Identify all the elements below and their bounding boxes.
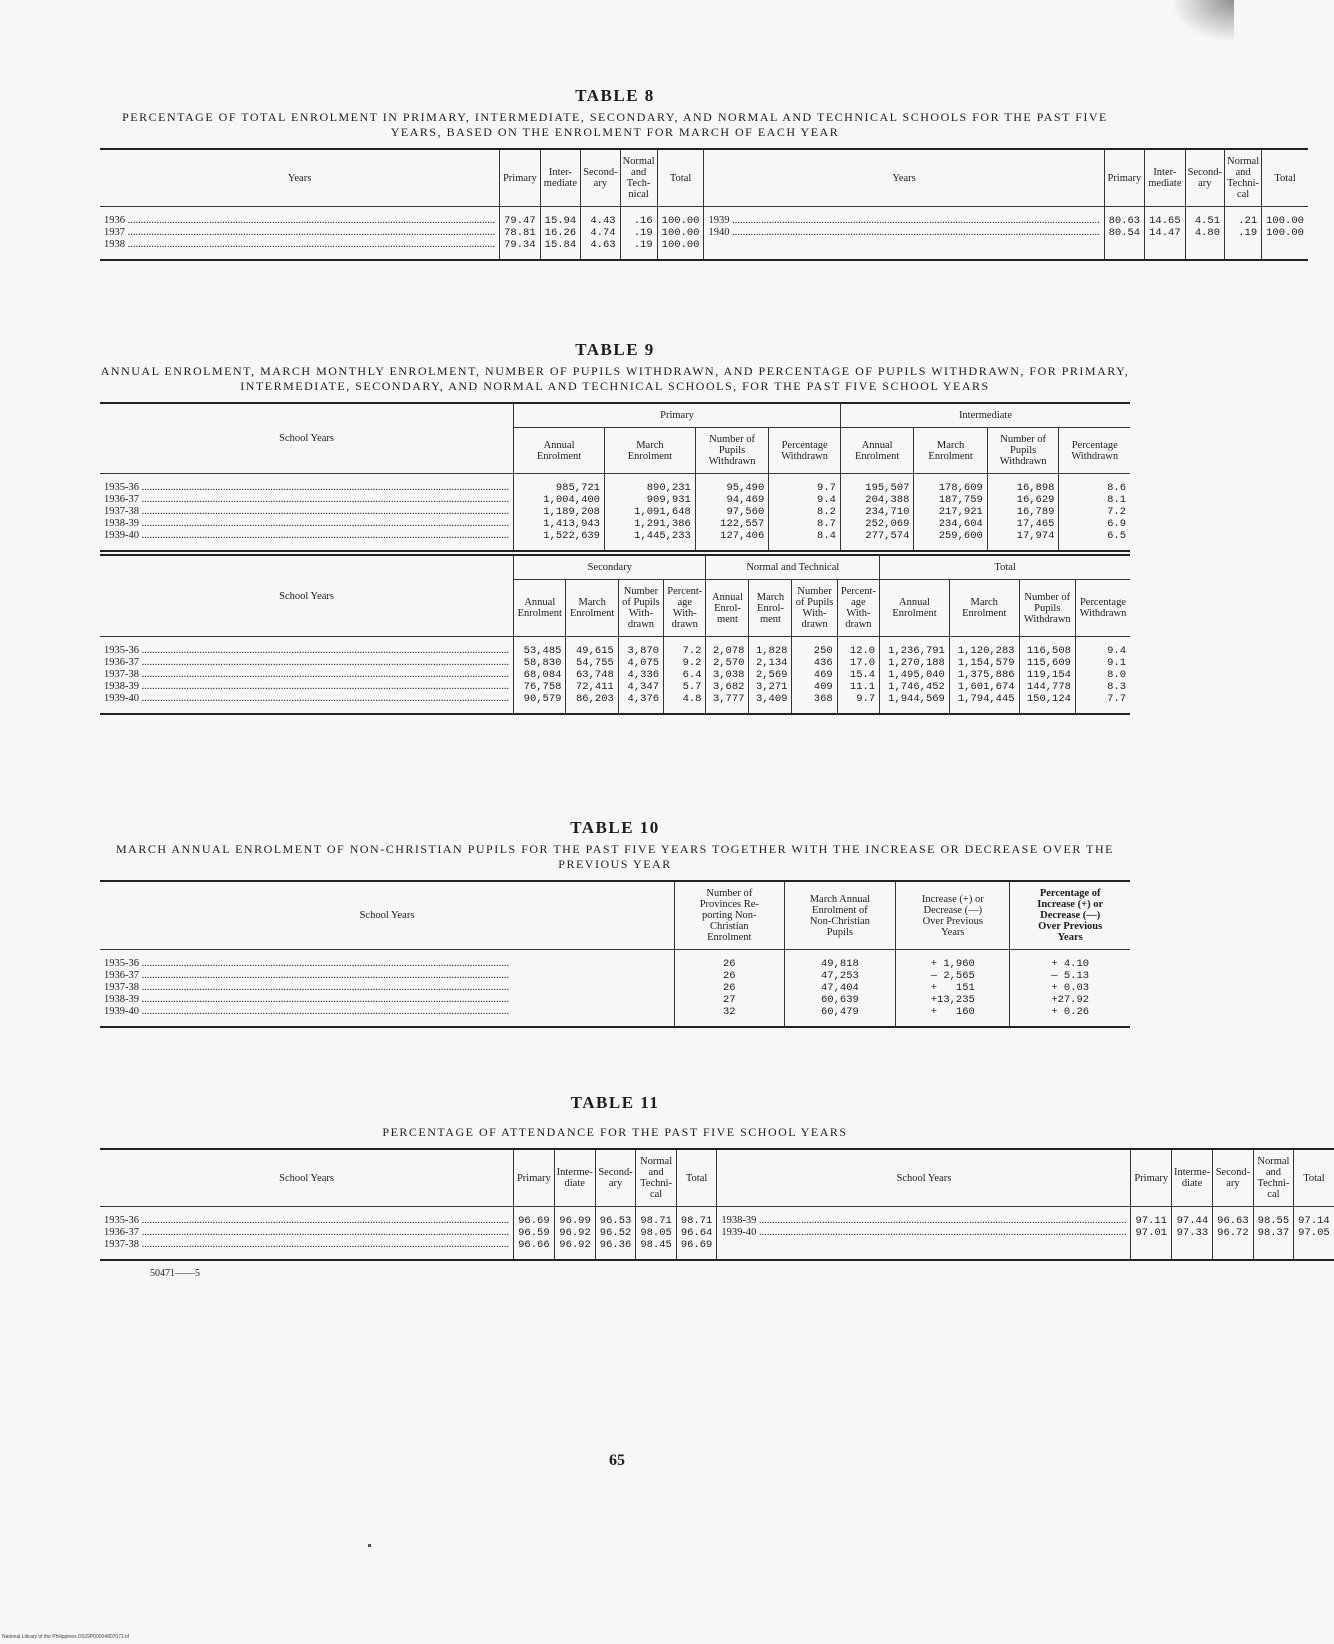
total-pct-values: 9.4 9.1 8.0 8.3 7.7 [1075, 637, 1130, 715]
percentage-values: + 4.10 — 5.13 + 0.03 +27.92 + 0.26 [1010, 950, 1130, 1028]
normal-annual-values: 2,078 2,570 3,038 3,682 3,777 [706, 637, 749, 715]
normal-values: .16 .19 .19 [620, 207, 657, 261]
col-header: Total [676, 1149, 717, 1207]
footer-note: 50471——5 [150, 1268, 200, 1279]
intermediate-values: 97.44 97.33 [1171, 1207, 1212, 1261]
primary-values: 97.11 97.01 [1131, 1207, 1172, 1261]
col-header: Annual Enrolment [840, 428, 913, 474]
table-row [100, 1207, 1334, 1261]
normal-values: .21 .19 [1225, 207, 1262, 261]
table-9-section [100, 340, 1130, 715]
intermediate-withdrawn-values: 16,898 16,629 16,789 17,465 17,974 [987, 474, 1059, 552]
col-header: Interme- diate [1171, 1149, 1212, 1207]
group-header-normal: Normal and Technical [706, 555, 880, 580]
col-header: Primary [1104, 149, 1145, 207]
normal-values: 98.71 98.05 98.45 [636, 1207, 677, 1261]
col-header: Percentage Withdrawn [1075, 580, 1130, 637]
table-10-section [100, 818, 1130, 1028]
col-header: School Years [100, 403, 514, 474]
col-header: Number of Pupils With- drawn [618, 580, 663, 637]
table-11-title: TABLE 11 [570, 1093, 660, 1112]
intermediate-annual-values: 195,507 204,388 234,710 252,069 277,574 [840, 474, 913, 552]
table-9-bottom [100, 554, 1130, 715]
normal-march-values: 1,828 2,134 2,569 3,271 3,409 [749, 637, 792, 715]
col-header: Years [100, 149, 500, 207]
secondary-withdrawn-values: 3,870 4,075 4,336 4,347 4,376 [618, 637, 663, 715]
col-header: Inter- mediate [540, 149, 581, 207]
intermediate-values: 14.65 14.47 [1145, 207, 1186, 261]
group-header-primary: Primary [514, 403, 841, 428]
enrolment-values: 49,818 47,253 47,404 60,639 60,479 [784, 950, 896, 1028]
year-cell: 1935-36 ..... 1936-37 ..... 1937-38 ..... 1938-39 ..... 1939-40 ..... [100, 474, 514, 552]
intermediate-march-values: 178,609 187,759 217,921 234,604 259,600 [914, 474, 987, 552]
intermediate-pct-values: 8.6 8.1 7.2 6.9 6.5 [1059, 474, 1130, 552]
total-march-values: 1,120,283 1,154,579 1,375,886 1,601,674 1,794,445 [949, 637, 1019, 715]
table-10 [100, 880, 1130, 1028]
year-cell: 1935-36 ..... 1936-37 ..... 1937-38 ..... [100, 1207, 514, 1261]
col-header: Normal and Techni- cal [1253, 1149, 1294, 1207]
col-header: March Enrolment [914, 428, 987, 474]
col-header: Annual Enrolment [880, 580, 950, 637]
normal-withdrawn-values: 250 436 469 409 368 [792, 637, 837, 715]
year-cell: 1936 ..... 1937 ..... 1938 ..... [100, 207, 500, 261]
col-header: Primary [500, 149, 541, 207]
col-header: Number of Pupils Withdrawn [695, 428, 768, 474]
total-values: 100.00 100.00 100.00 [657, 207, 704, 261]
normal-values: 98.55 98.37 [1253, 1207, 1294, 1261]
secondary-pct-values: 7.2 9.2 6.4 5.7 4.8 [664, 637, 706, 715]
scan-shadow [1174, 0, 1234, 40]
total-values: 100.00 100.00 [1262, 207, 1308, 261]
year-cell: 1938-39 ..... 1939-40 ..... [717, 1207, 1131, 1261]
intermediate-values: 96.99 96.92 96.92 [554, 1207, 595, 1261]
primary-withdrawn-values: 95,490 94,469 97,560 122,557 127,406 [695, 474, 768, 552]
col-header: Normal and Techni- cal [636, 1149, 677, 1207]
secondary-values: 96.53 96.52 96.36 [595, 1207, 636, 1261]
secondary-values: 96.63 96.72 [1213, 1207, 1254, 1261]
col-header: March Enrolment [604, 428, 695, 474]
col-header: Annual Enrolment [514, 428, 605, 474]
col-header: Annual Enrol- ment [706, 580, 749, 637]
table-row [100, 207, 1308, 261]
table-row [100, 474, 1130, 552]
col-header: School Years [100, 881, 675, 950]
provinces-values: 26 26 26 27 32 [675, 950, 785, 1028]
table-9-title: TABLE 9 [575, 340, 655, 359]
col-header: Years [704, 149, 1104, 207]
table-8-caption: PERCENTAGE OF TOTAL ENROLMENT IN PRIMARY, INTERMEDIATE, SECONDARY, AND NORMAL AND TECHNICAL SCHOOLS FOR THE PAST FIVE YEARS, BASED ON THE ENROLMENT FOR MARCH OF EACH YEAR [122, 110, 1108, 139]
col-header: Percent- age With- drawn [837, 580, 879, 637]
total-values: 98.71 96.64 96.69 [676, 1207, 717, 1261]
col-header: Total [657, 149, 704, 207]
primary-pct-values: 9.7 9.4 8.2 8.7 8.4 [769, 474, 841, 552]
col-header: Second- ary [1185, 149, 1224, 207]
secondary-annual-values: 53,485 58,830 68,084 76,758 90,579 [514, 637, 566, 715]
group-header-total: Total [880, 555, 1130, 580]
col-header: Second- ary [595, 1149, 636, 1207]
primary-values: 80.63 80.54 [1104, 207, 1145, 261]
col-header: Second- ary [581, 149, 620, 207]
col-header: Normal and Techni- cal [1225, 149, 1262, 207]
col-header: Annual Enrolment [514, 580, 566, 637]
col-header: March Enrol- ment [749, 580, 792, 637]
increase-values: + 1,960 — 2,565 + 151 +13,235 + 160 [896, 950, 1010, 1028]
secondary-values: 4.43 4.74 4.63 [581, 207, 620, 261]
table-row [100, 950, 1130, 1028]
col-header: Number of Provinces Re- porting Non- Christian Enrolment [675, 881, 785, 950]
col-header: Percentage Withdrawn [769, 428, 841, 474]
col-header: Percent- age With- drawn [664, 580, 706, 637]
table-11-section [100, 1093, 1330, 1261]
table-11-caption: PERCENTAGE OF ATTENDANCE FOR THE PAST FIVE SCHOOL YEARS [382, 1125, 848, 1139]
primary-annual-values: 985,721 1,004,400 1,189,208 1,413,943 1,522,639 [514, 474, 605, 552]
total-values: 97.14 97.05 [1294, 1207, 1334, 1261]
col-header: Primary [514, 1149, 555, 1207]
table-8-section [100, 86, 1304, 261]
table-8-title: TABLE 8 [575, 86, 655, 105]
intermediate-values: 15.94 16.26 15.84 [540, 207, 581, 261]
archive-stamp: National Library of the Philippines D029P00004807072.tif [2, 1634, 130, 1640]
col-header: Total [1294, 1149, 1334, 1207]
table-9-caption: ANNUAL ENROLMENT, MARCH MONTHLY ENROLMENT, NUMBER OF PUPILS WITHDRAWN, AND PERCENTAGE OF PUPILS WITHDRAWN, FOR PRIMARY, INTERMEDIATE, SECONDARY, AND NORMAL AND TECHNICAL SCHOOLS, FOR THE PAST FIVE SCHOOL YEARS [100, 364, 1130, 393]
col-header: Percentage Withdrawn [1059, 428, 1130, 474]
scan-speck [368, 1544, 371, 1547]
group-header-intermediate: Intermediate [840, 403, 1130, 428]
col-header: Increase (+) or Decrease (—) Over Previous Years [896, 881, 1010, 950]
table-11 [100, 1148, 1334, 1261]
primary-values: 79.47 78.81 79.34 [500, 207, 541, 261]
total-annual-values: 1,236,791 1,270,188 1,495,040 1,746,452 1,944,569 [880, 637, 950, 715]
col-header: Second- ary [1213, 1149, 1254, 1207]
table-row [100, 637, 1130, 715]
col-header: Number of Pupils Withdrawn [1019, 580, 1075, 637]
col-header: March Enrolment [949, 580, 1019, 637]
primary-march-values: 890,231 909,931 1,091,648 1,291,386 1,445,233 [604, 474, 695, 552]
primary-values: 96.69 96.59 96.66 [514, 1207, 555, 1261]
normal-pct-values: 12.0 17.0 15.4 11.1 9.7 [837, 637, 879, 715]
secondary-march-values: 49,615 54,755 63,748 72,411 86,203 [566, 637, 618, 715]
group-header-secondary: Secondary [514, 555, 706, 580]
col-header: Primary [1131, 1149, 1172, 1207]
secondary-values: 4.51 4.80 [1185, 207, 1224, 261]
col-header: Normal and Tech- nical [620, 149, 657, 207]
col-header: Inter- mediate [1145, 149, 1186, 207]
col-header: Number of Pupils Withdrawn [987, 428, 1059, 474]
col-header: March Enrolment [566, 580, 618, 637]
col-header: March Annual Enrolment of Non-Christian Pupils [784, 881, 896, 950]
page-number: 65 [609, 1452, 625, 1469]
col-header: School Years [100, 1149, 514, 1207]
total-withdrawn-values: 116,508 115,609 119,154 144,778 150,124 [1019, 637, 1075, 715]
col-header: Interme- diate [554, 1149, 595, 1207]
table-8 [100, 148, 1308, 261]
year-cell: 1935-36 ..... 1936-37 ..... 1937-38 ..... 1938-39 ..... 1939-40 ..... [100, 950, 675, 1028]
col-header: Percentage of Increase (+) or Decrease (—) Over Previous Years [1010, 881, 1130, 950]
col-header: Total [1262, 149, 1308, 207]
table-9-top [100, 402, 1130, 552]
col-header: Number of Pupils With- drawn [792, 580, 837, 637]
col-header: School Years [100, 555, 514, 637]
table-10-caption: MARCH ANNUAL ENROLMENT OF NON-CHRISTIAN PUPILS FOR THE PAST FIVE YEARS TOGETHER WITH THE INCREASE OR DECREASE OVER THE PREVIOUS YEAR [116, 842, 1114, 871]
table-10-title: TABLE 10 [570, 818, 660, 837]
year-cell: 1935-36 ..... 1936-37 ..... 1937-38 ..... 1938-39 ..... 1939-40 ..... [100, 637, 514, 715]
col-header: School Years [717, 1149, 1131, 1207]
year-cell: 1939 ..... 1940 ..... [704, 207, 1104, 261]
